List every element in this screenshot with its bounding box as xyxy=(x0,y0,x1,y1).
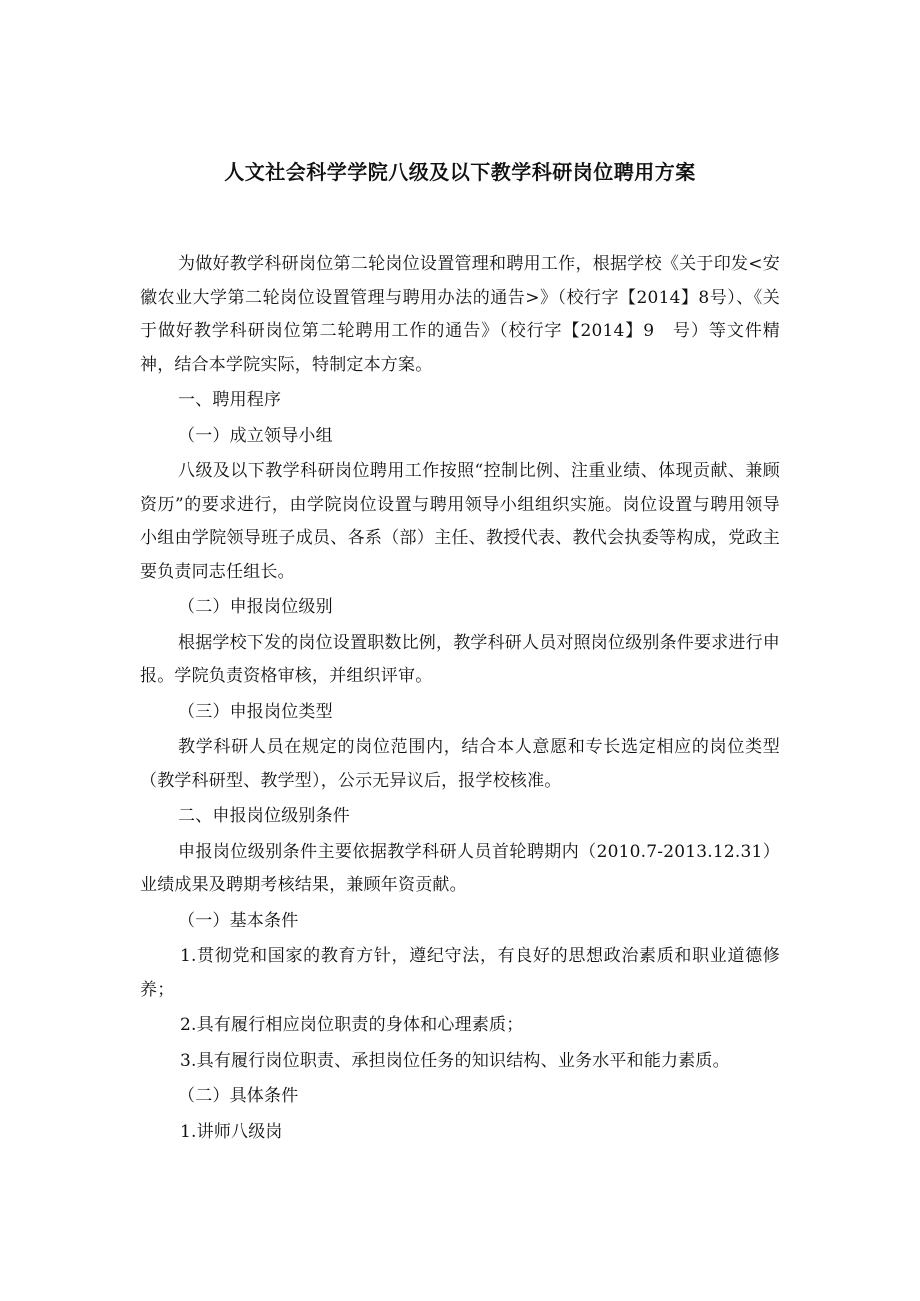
list-item-specific-1: 1.讲师八级岗 xyxy=(180,1121,283,1142)
section-heading-1: 一、聘用程序 xyxy=(178,390,282,410)
document-title: 人文社会科学学院八级及以下教学科研岗位聘用方案 xyxy=(224,160,696,184)
paragraph-criteria: 申报岗位级别条件主要依据教学科研人员首轮聘期内（2010.7-2013.12.31）业绩成果及聘期考核结果，兼顾年资贡献。 xyxy=(140,841,780,895)
document-body xyxy=(140,248,780,1149)
list-item-basic-3: 3.具有履行岗位职责、承担岗位任务的知识结构、业务水平和能力素质。 xyxy=(180,1050,730,1071)
section-heading-2: 二、申报岗位级别条件 xyxy=(178,806,350,826)
list-item-basic-1: 1.贯彻党和国家的教育方针，遵纪守法，有良好的思想政治素质和职业道德修养； xyxy=(140,946,780,1000)
subsection-heading-1-3: （三）申报岗位类型 xyxy=(178,701,333,722)
subsection-heading-1-2: （二）申报岗位级别 xyxy=(178,597,333,617)
subsection-heading-1-1: （一）成立领导小组 xyxy=(178,425,333,446)
subsection-heading-2-2: （二）具体条件 xyxy=(178,1086,299,1106)
paragraph-level: 根据学校下发的岗位设置职数比例，教学科研人员对照岗位级别条件要求进行申报。学院负责资格审核，并组织评审。 xyxy=(140,632,780,686)
paragraph-leadership: 八级及以下教学科研岗位聘用工作按照“控制比例、注重业绩、体现贡献、兼顾资历”的要求进行，由学院岗位设置与聘用领导小组组织实施。岗位设置与聘用领导小组由学院领导班子成员、各系（部）主任、教授代表、教代会执委等构成，党政主要负责同志任组长。 xyxy=(140,461,780,582)
paragraph-type: 教学科研人员在规定的岗位范围内，结合本人意愿和专长选定相应的岗位类型（教学科研型、教学型），公示无异议后，报学校核准。 xyxy=(140,737,780,791)
subsection-heading-2-1: （一）基本条件 xyxy=(178,910,299,931)
list-item-basic-2: 2.具有履行相应岗位职责的身体和心理素质； xyxy=(180,1015,524,1035)
paragraph-intro: 为做好教学科研岗位第二轮岗位设置管理和聘用工作，根据学校《关于印发<安徽农业大学第二轮岗位设置管理与聘用办法的通告>》（校行字【2014】8号）、《关于做好教学科研岗位第二轮聘用工作的通告》（校行字【2014】9 号）等文件精神，结合本学院实际，特制定本方案。 xyxy=(140,254,780,375)
